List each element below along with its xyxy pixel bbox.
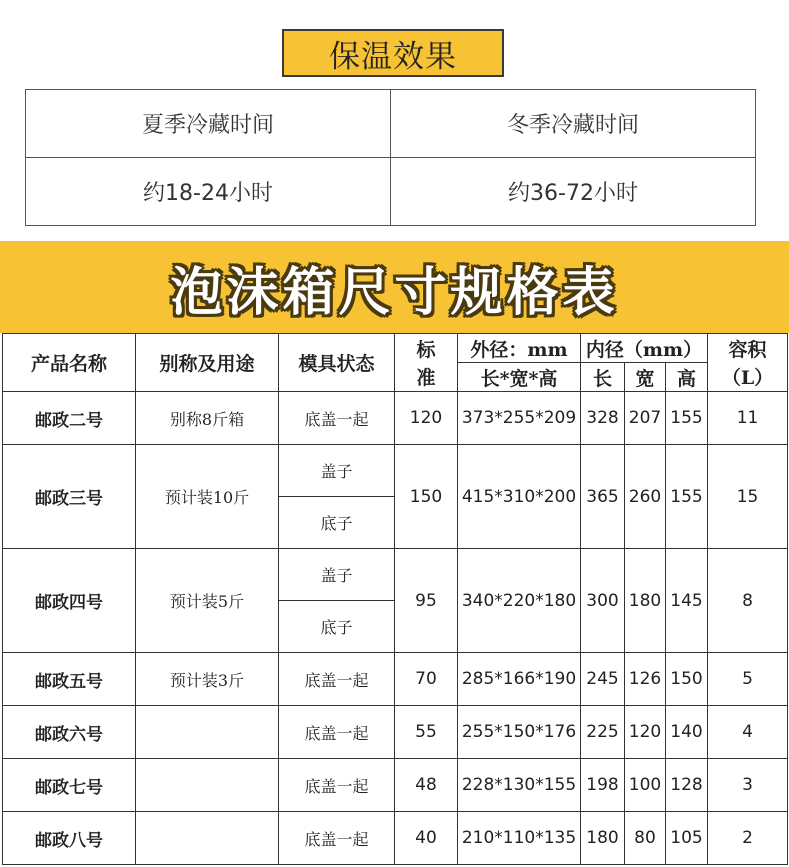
- inner-height: 140: [666, 706, 708, 759]
- inner-width: 180: [625, 549, 666, 653]
- inner-width: 120: [625, 706, 666, 759]
- outer-dims: 415*310*200: [458, 445, 581, 549]
- mold-state: 底盖一起: [279, 812, 395, 865]
- product-name: 邮政六号: [3, 706, 136, 759]
- winter-value: 约36-72小时: [391, 158, 756, 226]
- header-inner-l: 长: [581, 363, 625, 392]
- summer-header: 夏季冷藏时间: [26, 90, 391, 158]
- outer-dims: 210*110*135: [458, 812, 581, 865]
- product-name: 邮政八号: [3, 812, 136, 865]
- product-alias: [136, 706, 279, 759]
- volume: 3: [708, 759, 788, 812]
- mold-state-lid: 盖子: [279, 445, 395, 497]
- inner-length: 198: [581, 759, 625, 812]
- mold-state: 底盖一起: [279, 759, 395, 812]
- product-name: 邮政七号: [3, 759, 136, 812]
- inner-width: 100: [625, 759, 666, 812]
- header-mold-state: 模具状态: [279, 334, 395, 392]
- product-alias: 预计装10斤: [136, 445, 279, 549]
- volume: 5: [708, 653, 788, 706]
- std-value: 95: [395, 549, 458, 653]
- std-value: 150: [395, 445, 458, 549]
- header-inner: 内径（mm）: [581, 334, 708, 363]
- mold-state-lid: 盖子: [279, 549, 395, 601]
- inner-width: 80: [625, 812, 666, 865]
- table-row: [3, 759, 788, 812]
- inner-length: 328: [581, 392, 625, 445]
- mold-state-base: 底子: [279, 601, 395, 653]
- insulation-table: [25, 89, 756, 226]
- table-row: [3, 812, 788, 865]
- volume: 15: [708, 445, 788, 549]
- mold-state: 底盖一起: [279, 653, 395, 706]
- product-alias: [136, 759, 279, 812]
- header-std-bottom: 准: [395, 363, 458, 392]
- insulation-header-row: [26, 90, 756, 158]
- header-inner-h: 高: [666, 363, 708, 392]
- inner-height: 155: [666, 392, 708, 445]
- winter-header: 冬季冷藏时间: [391, 90, 756, 158]
- header-volume-bottom: （L）: [708, 363, 788, 392]
- spec-banner: [0, 241, 789, 333]
- product-name: 邮政二号: [3, 392, 136, 445]
- inner-length: 225: [581, 706, 625, 759]
- outer-dims: 285*166*190: [458, 653, 581, 706]
- std-value: 55: [395, 706, 458, 759]
- inner-height: 150: [666, 653, 708, 706]
- header-inner-w: 宽: [625, 363, 666, 392]
- inner-length: 245: [581, 653, 625, 706]
- insulation-value-row: [26, 158, 756, 226]
- inner-width: 126: [625, 653, 666, 706]
- inner-height: 145: [666, 549, 708, 653]
- insulation-title: 保温效果: [282, 29, 504, 77]
- spec-table: [2, 333, 788, 865]
- spec-header-row-1: [3, 334, 788, 363]
- header-product-name: 产品名称: [3, 334, 136, 392]
- table-row: [3, 706, 788, 759]
- header-outer-sub: 长*宽*高: [458, 363, 581, 392]
- volume: 4: [708, 706, 788, 759]
- header-outer: 外径：mm: [458, 334, 581, 363]
- mold-state: 底盖一起: [279, 392, 395, 445]
- inner-length: 180: [581, 812, 625, 865]
- product-alias: 别称8斤箱: [136, 392, 279, 445]
- inner-height: 128: [666, 759, 708, 812]
- volume: 11: [708, 392, 788, 445]
- product-name: 邮政四号: [3, 549, 136, 653]
- outer-dims: 340*220*180: [458, 549, 581, 653]
- std-value: 70: [395, 653, 458, 706]
- summer-value: 约18-24小时: [26, 158, 391, 226]
- inner-width: 207: [625, 392, 666, 445]
- inner-length: 300: [581, 549, 625, 653]
- product-alias: 预计装5斤: [136, 549, 279, 653]
- product-name: 邮政五号: [3, 653, 136, 706]
- std-value: 120: [395, 392, 458, 445]
- outer-dims: 373*255*209: [458, 392, 581, 445]
- product-alias: 预计装3斤: [136, 653, 279, 706]
- outer-dims: 255*150*176: [458, 706, 581, 759]
- table-row: [3, 653, 788, 706]
- inner-width: 260: [625, 445, 666, 549]
- product-name: 邮政三号: [3, 445, 136, 549]
- volume: 8: [708, 549, 788, 653]
- std-value: 40: [395, 812, 458, 865]
- table-row: [3, 392, 788, 445]
- inner-height: 155: [666, 445, 708, 549]
- table-row: [3, 549, 788, 601]
- outer-dims: 228*130*155: [458, 759, 581, 812]
- mold-state: 底盖一起: [279, 706, 395, 759]
- header-std-top: 标: [395, 334, 458, 363]
- header-alias-use: 别称及用途: [136, 334, 279, 392]
- inner-length: 365: [581, 445, 625, 549]
- product-alias: [136, 812, 279, 865]
- mold-state-base: 底子: [279, 497, 395, 549]
- inner-height: 105: [666, 812, 708, 865]
- volume: 2: [708, 812, 788, 865]
- table-row: [3, 445, 788, 497]
- header-volume-top: 容积: [708, 334, 788, 363]
- spec-banner-title: 泡沫箱尺寸规格表: [170, 262, 619, 323]
- std-value: 48: [395, 759, 458, 812]
